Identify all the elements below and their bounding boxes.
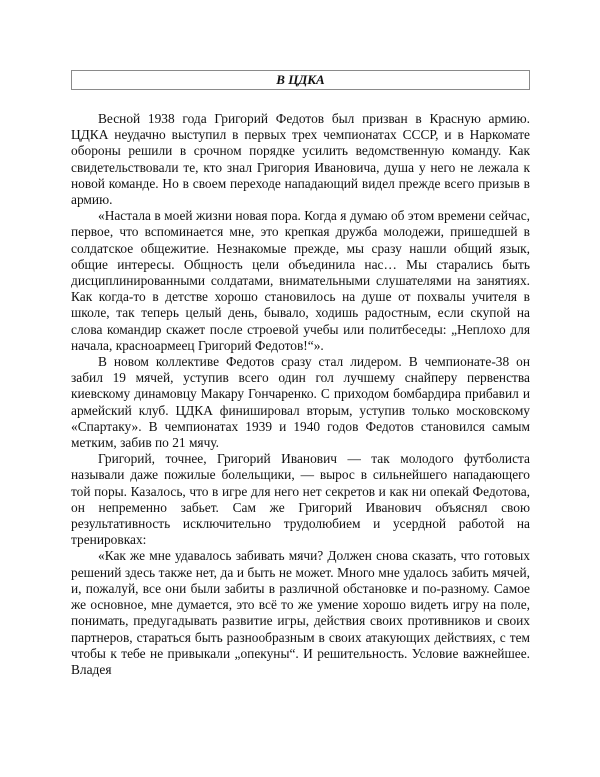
document-body — [71, 111, 530, 678]
document-page — [71, 70, 530, 678]
chapter-heading: В ЦДКА — [71, 70, 530, 90]
paragraph-5: «Как же мне удавалось забивать мячи? Должен снова сказать, что готовых решений здесь также нет, да и быть не может. Много мне удалось забить мячей, и, пожалуй, все они были забиты в различной обстановке и по-разному. Самое же основное, мне думается, это всё то же умение хорошо видеть игру на поле, понимать, предугадывать развитие игры, действия своих противников и своих партнеров, стараться быть разнообразным в своих атакующих действиях, с тем чтобы к тебе не привыкали „опекуны“. И решительность. Условие важнейшее. Владея — [71, 548, 530, 677]
paragraph-1: Весной 1938 года Григорий Федотов был призван в Красную армию. ЦДКА неудачно выступил в первых трех чемпионатах СССР, и в Наркомате обороны решили в срочном порядке усилить ведомственную команду. Как свидетельствовали те, кто знал Григория Ивановича, душа у него не лежала к новой команде. Но в своем переходе нападающий видел прежде всего призыв в армию. — [71, 111, 530, 208]
paragraph-3: В новом коллективе Федотов сразу стал лидером. В чемпионате-38 он забил 19 мячей, уступив всего один гол лучшему снайперу первенства киевскому динамовцу Макару Гончаренко. С приходом бомбардира прибавил и армейский клуб. ЦДКА финишировал вторым, уступив только московскому «Спартаку». В чемпионатах 1939 и 1940 годов Федотов становился самым метким, забив по 21 мячу. — [71, 354, 530, 451]
paragraph-4: Григорий, точнее, Григорий Иванович — так молодого футболиста называли даже пожилые болельщики, — вырос в сильнейшего нападающего той поры. Казалось, что в игре для него нет секретов и как ни опекай Федотова, он непременно забьет. Сам же Григорий Иванович объяснял свою результативность исключительно трудолюбием и усердной работой на тренировках: — [71, 451, 530, 548]
paragraph-2: «Настала в моей жизни новая пора. Когда я думаю об этом времени сейчас, первое, что вспоминается мне, это крепкая дружба молодежи, пришедшей в солдатское общежитие. Незнакомые прежде, мы сразу нашли общий язык, общие интересы. Общность цели объединила нас… Мы старались быть дисциплинированными солдатами, внимательными слушателями на занятиях. Как когда-то в детстве хорошо становилось на душе от похвалы учителя в школе, так теперь целый день, бывало, ходишь радостным, если скупой на слова командир скажет после строевой учебы или политбеседы: „Неплохо для начала, красноармеец Григорий Федотов!“». — [71, 208, 530, 353]
